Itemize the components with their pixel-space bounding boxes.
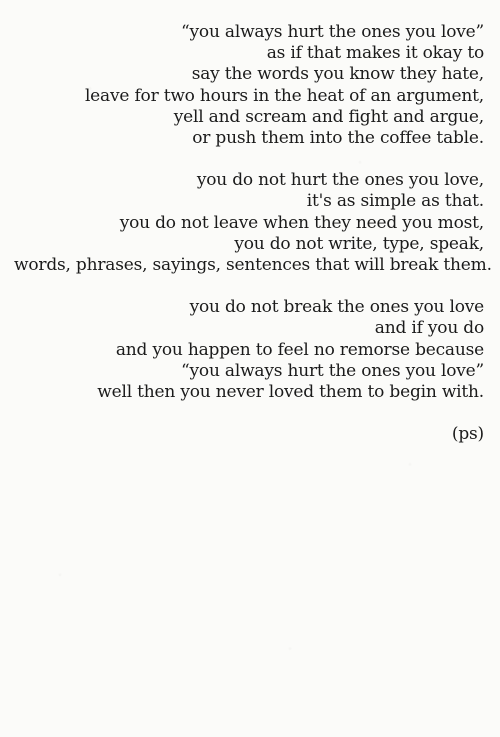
poem-line: you do not break the ones you love (189, 297, 484, 318)
poem-line: as if that makes it okay to (266, 43, 484, 64)
poem-line: “you always hurt the ones you love” (181, 22, 484, 42)
poem-line: you do not hurt the ones you love, (196, 170, 484, 191)
poem-line: you do not leave when they need you most, (119, 212, 484, 233)
stanza-2 (14, 170, 492, 276)
stanza-1 (14, 22, 484, 149)
poem-line: you do not write, type, speak, (234, 233, 484, 254)
poem-signature: (ps) (451, 424, 484, 445)
poem-line: “you always hurt the ones you love” (181, 360, 484, 381)
poem-line: or push them into the coffee table. (192, 128, 484, 149)
poem-line: and if you do (374, 318, 484, 339)
poem-line: leave for two hours in the heat of an argument, (84, 85, 484, 106)
poem-line: it's as simple as that. (306, 191, 484, 212)
stanza-3 (14, 297, 484, 403)
poem-line: yell and scream and fight and argue, (173, 106, 484, 127)
poem-line: well then you never loved them to begin with. (97, 382, 484, 403)
poem-line: words, phrases, sayings, sentences that will break them. (14, 255, 492, 276)
poem-text (14, 22, 492, 445)
poem-line: say the words you know they hate, (191, 64, 484, 85)
poem-line: and you happen to feel no remorse because (115, 339, 484, 360)
